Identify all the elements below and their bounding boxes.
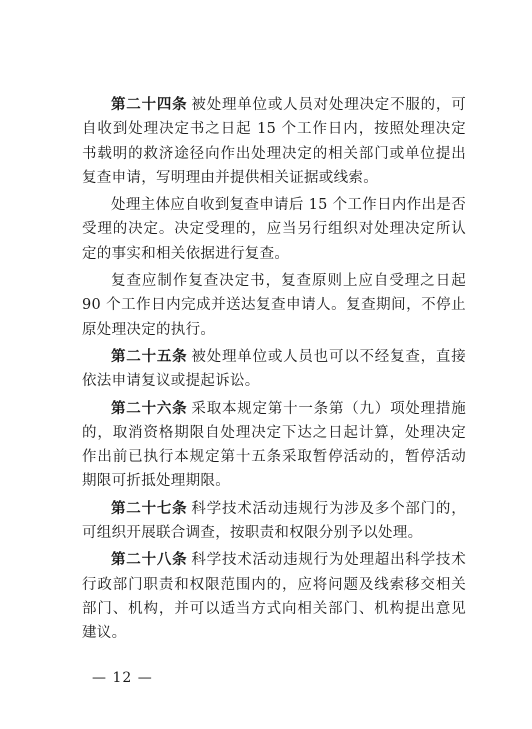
document-body (82, 93, 466, 649)
paragraph-text: 科学技术活动违规行为处理超出科学技术行政部门职责和权限范围内的，应将问题及线索移交相关部门、机构，并可以适当方式向相关部门、机构提出意见建议。 (82, 552, 467, 642)
paragraph-text: 被处理单位或人员也可以不经复查，直接依法申请复议或提起诉讼。 (82, 348, 467, 390)
paragraph-text: 科学技术活动违规行为涉及多个部门的，可组织开展联合调查，按职责和权限分别予以处理。 (82, 500, 467, 542)
paragraph-text: 处理主体应自收到复查申请后 15 个工作日内作出是否受理的决定。决定受理的，应当另行组织对处理决定所认定的事实和相关依据进行复查。 (82, 197, 466, 262)
paragraph-text: 复查应制作复查决定书，复查原则上应自受理之日起 90 个工作日内完成并送达复查申请人。复查期间，不停止原处理决定的执行。 (82, 273, 466, 338)
article-heading: 第二十八条 (111, 551, 188, 569)
paragraph-article-27 (82, 497, 466, 546)
paragraph-article-28 (82, 548, 466, 645)
article-heading: 第二十五条 (111, 347, 188, 365)
paragraph-review-acceptance (82, 193, 466, 266)
article-heading: 第二十七条 (111, 499, 188, 517)
paragraph-article-24 (82, 93, 466, 190)
article-heading: 第二十四条 (111, 96, 188, 113)
paragraph-article-26 (82, 397, 466, 494)
paragraph-text: 被处理单位或人员对处理决定不服的，可自收到处理决定书之日起 15 个工作日内，按照处理决定书载明的救济途径向作出处理决定的相关部门或单位提出复查申请，写明理由并提供相关证据或线索。 (82, 97, 467, 186)
paragraph-text: 采取本规定第十一条第（九）项处理措施的，取消资格期限自处理决定下达之日起计算，处理决定作出前已执行本规定第十五条采取暂停活动的，暂停活动期限可折抵处理期限。 (82, 400, 467, 490)
paragraph-article-25 (82, 345, 466, 394)
page-number: — 12 — (92, 670, 153, 686)
paragraph-review-decision (82, 269, 466, 342)
article-heading: 第二十六条 (111, 399, 188, 417)
